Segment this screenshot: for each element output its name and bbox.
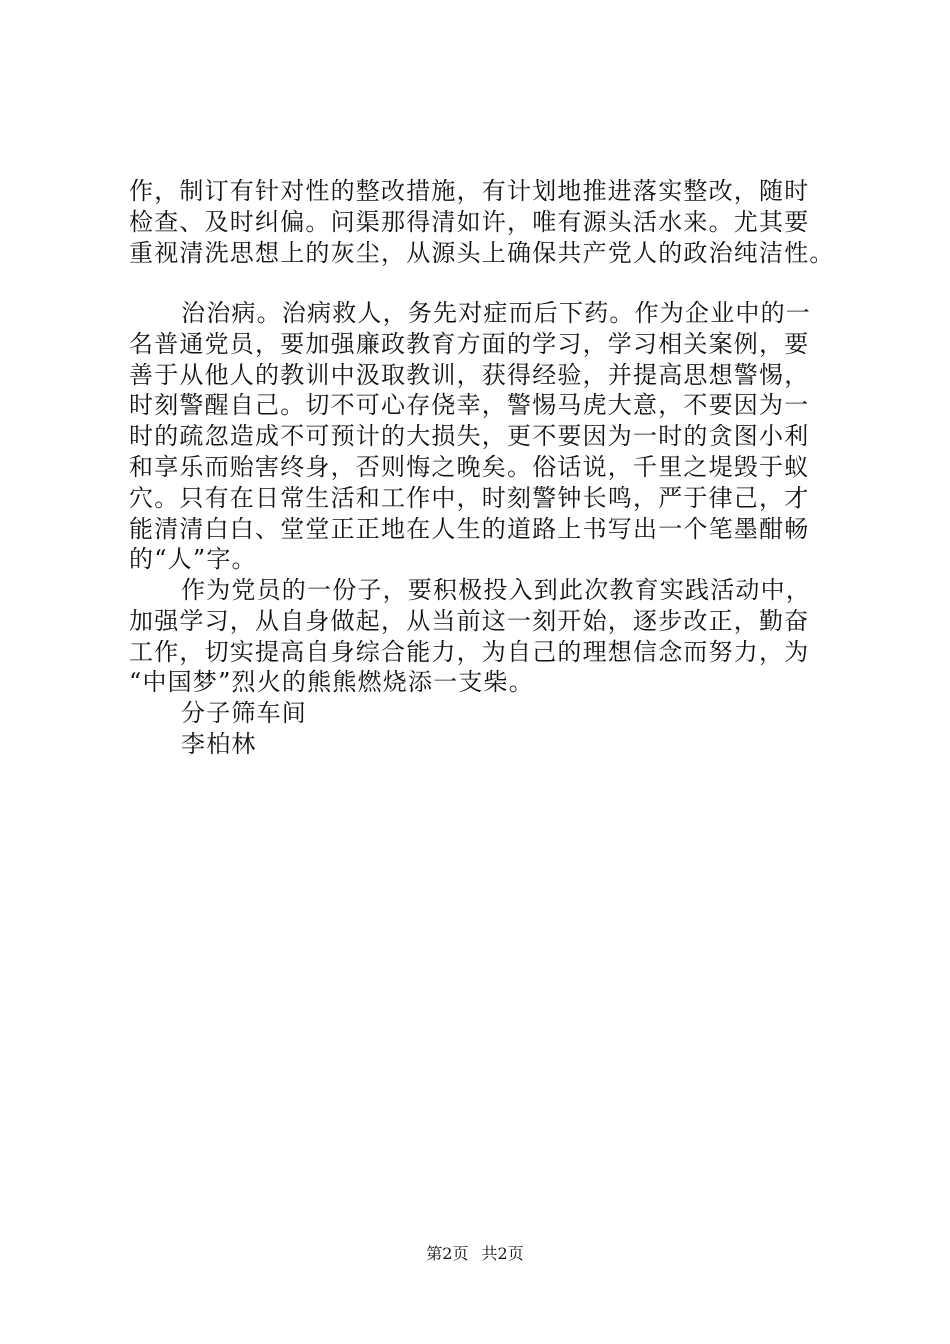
paragraph-3	[129, 575, 849, 698]
paragraph-3-line: 加强学习，从自身做起，从当前这一刻开始，逐步改正，勤奋	[129, 606, 810, 635]
paragraph-3-line: 作为党员的一份子，要积极投入到此次教育实践活动中，	[181, 576, 811, 604]
paragraph-3-line: 工作，切实提高自身综合能力，为自己的理想信念而努力，为	[129, 637, 810, 666]
paragraph-1-line: 作，制订有针对性的整改措施，有计划地推进落实整改，随时	[129, 177, 810, 205]
signature-name: 李柏林	[181, 729, 257, 758]
paragraph-1-line: 重视清洗思想上的灰尘，从源头上确保共产党人的政治纯洁性。	[129, 238, 835, 267]
paragraph-2-line: 穴。只有在日常生活和工作中，时刻警钟长鸣，严于律己，才	[129, 483, 810, 512]
paragraph-2-line: 时刻警醒自己。切不可心存侥幸，警惕马虎大意，不要因为一	[129, 391, 810, 420]
paragraph-2-line: 和享乐而贻害终身，否则悔之晚矣。俗话说，千里之堤毁于蚁	[129, 452, 810, 481]
paragraph-2-line: 的“人”字。	[129, 545, 257, 574]
paragraph-2-line: 能清清白白、堂堂正正地在人生的道路上书写出一个笔墨酣畅	[129, 514, 810, 543]
page-number-current: 第2页	[426, 1244, 469, 1263]
signature-block	[129, 698, 849, 760]
paragraph-1	[129, 176, 849, 268]
paragraph-1-line: 检查、及时纠偏。问渠那得清如许，唯有源头活水来。尤其要	[129, 207, 810, 236]
page-number-total: 共2页	[481, 1244, 524, 1263]
paragraph-2-line: 时的疏忽造成不可预计的大损失，更不要因为一时的贪图小利	[129, 422, 810, 451]
signature-unit: 分子筛车间	[181, 699, 307, 727]
paragraph-2	[129, 298, 849, 575]
paragraph-2-line: 名普通党员，要加强廉政教育方面的学习，学习相关案例，要	[129, 329, 810, 358]
paragraph-2-line: 善于从他人的教训中汲取教训，获得经验，并提高思想警惕，	[129, 360, 810, 389]
page-footer	[0, 1244, 950, 1264]
paragraph-3-line: “中国梦”烈火的熊熊燃烧添一支柴。	[129, 668, 534, 697]
paragraph-2-line: 治治病。治病救人，务先对症而后下药。作为企业中的一	[181, 299, 811, 327]
